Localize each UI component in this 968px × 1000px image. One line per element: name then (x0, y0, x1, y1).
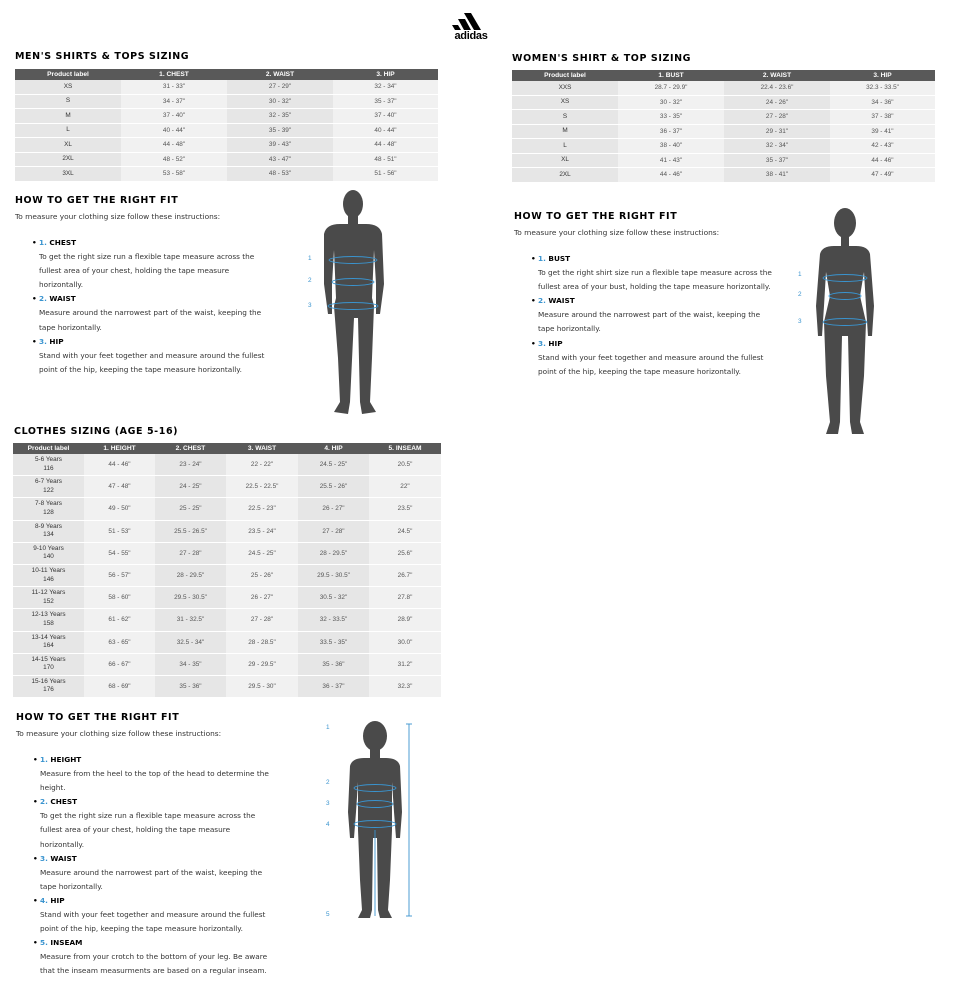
instruction-description: Stand with your feet together and measure around the fullest point of the hip, keeping the tape measure horizontally. (40, 910, 266, 934)
kids-header-cell: 5. INSEAM (369, 443, 441, 454)
instruction-heading (39, 335, 289, 349)
size-label-cell: XS (512, 95, 618, 110)
instruction-number: 2. (40, 797, 48, 807)
instruction-label: INSEAM (50, 938, 83, 948)
instruction-label: HIP (548, 338, 563, 348)
table-row (13, 653, 441, 675)
measurement-cell: 28.7 - 29.9" (618, 81, 724, 95)
size-label-cell: 8-9 Years 134 (13, 520, 84, 542)
size-label-cell: XS (15, 80, 121, 94)
table-row (13, 498, 441, 520)
instruction-number: 3. (40, 853, 48, 863)
size-label-cell: S (15, 94, 121, 109)
bullet-icon: • (33, 797, 38, 807)
kids-header-cell: 2. CHEST (155, 443, 226, 454)
instruction-description: Stand with your feet together and measure around the fullest point of the hip, keeping the tape measure horizontally. (39, 350, 265, 374)
women-header-cell: Product label (512, 70, 618, 81)
measurement-cell: 25 - 26" (226, 564, 298, 586)
measurement-cell: 22" (369, 476, 441, 498)
size-label-cell: 9-10 Years 140 (13, 542, 84, 564)
instruction-label: BUST (548, 254, 571, 263)
bullet-icon: • (32, 336, 37, 346)
table-row (13, 587, 441, 609)
measurement-cell: 30.0" (369, 631, 441, 653)
measurement-cell: 29.5 - 30" (226, 675, 298, 697)
kids-mark-5: 5 (326, 911, 330, 918)
men-mark-2: 2 (308, 277, 312, 284)
measurement-cell: 25 - 25" (155, 498, 226, 520)
instruction-heading (40, 894, 290, 908)
instruction-heading (40, 852, 290, 866)
size-label-cell: S (512, 110, 618, 125)
table-row (15, 123, 438, 138)
measurement-cell: 24.5 - 25" (226, 542, 298, 564)
measurement-cell: 48 - 53" (227, 167, 333, 182)
table-row (512, 153, 935, 168)
kids-sizing-title: CLOTHES SIZING (AGE 5-16) (14, 426, 179, 437)
instruction-number: 2. (538, 296, 546, 306)
men-header-cell: Product label (15, 69, 121, 80)
measurement-cell: 37 - 40" (333, 109, 438, 124)
size-label-cell: XL (15, 138, 121, 153)
instruction-description: To get the right size run a flexible tape measure across the fullest area of your chest, holding the tape measure horizontally. (40, 811, 256, 849)
measurement-cell: 26.7" (369, 564, 441, 586)
measurement-cell: 31 - 32.5" (155, 609, 226, 631)
measurement-cell: 22.5 - 22.5" (226, 476, 298, 498)
bullet-icon: • (531, 296, 536, 306)
instruction-description: Stand with your feet together and measure around the fullest point of the hip, keeping the tape measure horizontally. (538, 352, 764, 376)
measurement-cell: 32 - 34" (724, 139, 830, 154)
measurement-cell: 68 - 69" (84, 675, 155, 697)
measurement-cell: 25.5 - 26.5" (155, 520, 226, 542)
measurement-cell: 43 - 47" (227, 152, 333, 167)
measurement-cell: 48 - 52" (121, 152, 227, 167)
instruction-number: 1. (40, 755, 48, 764)
measurement-cell: 23.5" (369, 498, 441, 520)
instruction-label: HIP (49, 336, 64, 346)
instruction-heading (40, 936, 290, 950)
instruction-label: WAIST (548, 296, 575, 306)
measurement-cell: 27 - 28" (298, 520, 369, 542)
instruction-label: HIP (50, 895, 65, 905)
instruction-heading (39, 292, 289, 306)
instruction-label: WAIST (49, 294, 76, 304)
measurement-cell: 34 - 37" (121, 94, 227, 109)
kids-mark-3: 3 (326, 800, 330, 807)
size-label-cell: L (512, 139, 618, 154)
table-row (13, 609, 441, 631)
table-row (512, 81, 935, 95)
measurement-cell: 25.5 - 26" (298, 476, 369, 498)
size-label-cell: 7-8 Years 128 (13, 498, 84, 520)
size-label-cell: 12-13 Years 158 (13, 609, 84, 631)
kids-mark-2: 2 (326, 779, 330, 786)
men-sizing-title: MEN'S SHIRTS & TOPS SIZING (15, 51, 190, 62)
measurement-cell: 24 - 25" (155, 476, 226, 498)
measurement-cell: 38 - 41" (724, 168, 830, 183)
adidas-stripes-icon (447, 10, 495, 30)
measurement-cell: 44 - 48" (333, 138, 438, 153)
instruction-heading (40, 795, 290, 809)
measurement-cell: 29 - 31" (724, 124, 830, 139)
table-row (512, 168, 935, 183)
measurement-cell: 42 - 43" (830, 139, 935, 154)
bullet-icon: • (33, 755, 38, 764)
men-header-cell: 3. HIP (333, 69, 438, 80)
measurement-cell: 29.5 - 30.5" (298, 564, 369, 586)
instruction-heading (538, 252, 788, 266)
measurement-cell: 30 - 32" (618, 95, 724, 110)
measurement-cell: 28 - 29.5" (155, 564, 226, 586)
table-row (15, 109, 438, 124)
measurement-cell: 22.4 - 23.6" (724, 81, 830, 95)
measurement-cell: 32.3" (369, 675, 441, 697)
table-row (15, 152, 438, 167)
instruction-number: 5. (40, 938, 48, 948)
kids-mark-4: 4 (326, 821, 330, 828)
table-row (512, 124, 935, 139)
table-row (13, 564, 441, 586)
men-size-table (15, 69, 438, 182)
table-row (15, 80, 438, 94)
measurement-cell: 32 - 35" (227, 109, 333, 124)
instruction-heading (538, 337, 788, 351)
measurement-cell: 34 - 36" (830, 95, 935, 110)
instruction-label: HEIGHT (50, 755, 82, 764)
bullet-icon: • (33, 853, 38, 863)
measurement-cell: 32.3 - 33.5" (830, 81, 935, 95)
instruction-heading (538, 294, 788, 308)
kids-fit-title: HOW TO GET THE RIGHT FIT (16, 712, 180, 723)
measurement-cell: 40 - 44" (333, 123, 438, 138)
measurement-cell: 23 - 24" (155, 454, 226, 476)
measurement-cell: 25.6" (369, 542, 441, 564)
instruction-description: To get the right size run a flexible tape measure across the fullest area of your chest, holding the tape measure horizontally. (39, 252, 255, 290)
bullet-icon: • (531, 338, 536, 348)
instruction-item (32, 236, 289, 292)
measurement-cell: 44 - 46" (830, 153, 935, 168)
kids-body-figure (344, 720, 420, 922)
measurement-cell: 30 - 32" (227, 94, 333, 109)
instruction-number: 3. (39, 336, 47, 346)
kids-mark-1: 1 (326, 724, 330, 731)
kids-fit-intro: To measure your clothing size follow these instructions: (16, 729, 222, 738)
measurement-cell: 38 - 40" (618, 139, 724, 154)
measurement-cell: 35 - 37" (333, 94, 438, 109)
size-label-cell: 2XL (512, 168, 618, 183)
table-row (15, 138, 438, 153)
measurement-cell: 28.9" (369, 609, 441, 631)
instruction-number: 4. (40, 895, 48, 905)
women-fit-intro: To measure your clothing size follow these instructions: (514, 228, 720, 237)
measurement-cell: 24.5" (369, 520, 441, 542)
measurement-cell: 44 - 46" (618, 168, 724, 183)
measurement-cell: 27 - 28" (155, 542, 226, 564)
measurement-cell: 41 - 43" (618, 153, 724, 168)
measurement-cell: 26 - 27" (226, 587, 298, 609)
measurement-cell: 22.5 - 23" (226, 498, 298, 520)
instruction-item (33, 936, 290, 978)
women-instructions (531, 252, 788, 379)
table-row (13, 542, 441, 564)
measurement-cell: 32 - 34" (333, 80, 438, 94)
measurement-cell: 37 - 38" (830, 110, 935, 125)
kids-header-cell: 3. WAIST (226, 443, 298, 454)
instruction-item (531, 252, 788, 294)
men-body-figure (310, 188, 400, 420)
bullet-icon: • (33, 895, 38, 905)
men-fit-title: HOW TO GET THE RIGHT FIT (15, 195, 179, 206)
table-row (15, 94, 438, 109)
measurement-cell: 33 - 35" (618, 110, 724, 125)
measurement-cell: 27 - 28" (226, 609, 298, 631)
measurement-cell: 22 - 22" (226, 454, 298, 476)
instruction-description: Measure from the heel to the top of the head to determine the height. (40, 769, 269, 793)
measurement-cell: 23.5 - 24" (226, 520, 298, 542)
measurement-cell: 26 - 27" (298, 498, 369, 520)
measurement-cell: 35 - 36" (298, 653, 369, 675)
instruction-description: Measure around the narrowest part of the waist, keeping the tape horizontally. (40, 867, 263, 891)
measurement-cell: 48 - 51" (333, 152, 438, 167)
instruction-description: To get the right shirt size run a flexible tape measure across the fullest area of your bust, holding the tape measure horizontally. (538, 268, 772, 292)
table-row (15, 167, 438, 182)
instruction-item (32, 292, 289, 334)
size-label-cell: 15-16 Years 176 (13, 675, 84, 697)
measurement-cell: 58 - 60" (84, 587, 155, 609)
women-size-table (512, 70, 935, 183)
men-mark-1: 1 (308, 255, 312, 262)
women-mark-2: 2 (798, 291, 802, 298)
size-label-cell: M (512, 124, 618, 139)
measurement-cell: 39 - 41" (830, 124, 935, 139)
measurement-cell: 28 - 29.5" (298, 542, 369, 564)
size-label-cell: L (15, 123, 121, 138)
measurement-cell: 53 - 58" (121, 167, 227, 182)
size-label-cell: 5-6 Years 116 (13, 454, 84, 476)
table-row (13, 476, 441, 498)
measurement-cell: 49 - 50" (84, 498, 155, 520)
instruction-label: CHEST (50, 797, 78, 807)
kids-header-cell: 1. HEIGHT (84, 443, 155, 454)
measurement-cell: 35 - 39" (227, 123, 333, 138)
instruction-item (33, 795, 290, 851)
instruction-item (531, 337, 788, 379)
size-label-cell: 14-15 Years 170 (13, 653, 84, 675)
measurement-cell: 37 - 40" (121, 109, 227, 124)
table-row (13, 454, 441, 476)
adidas-logo (447, 10, 495, 42)
size-label-cell: 6-7 Years 122 (13, 476, 84, 498)
table-row (13, 520, 441, 542)
measurement-cell: 47 - 48" (84, 476, 155, 498)
men-mark-3: 3 (308, 302, 312, 309)
size-label-cell: 13-14 Years 164 (13, 631, 84, 653)
size-label-cell: XL (512, 153, 618, 168)
measurement-cell: 31.2" (369, 653, 441, 675)
instruction-heading (40, 753, 290, 767)
instruction-number: 1. (538, 254, 546, 263)
measurement-cell: 36 - 37" (618, 124, 724, 139)
table-row (13, 675, 441, 697)
instruction-item (531, 294, 788, 336)
measurement-cell: 29.5 - 30.5" (155, 587, 226, 609)
measurement-cell: 44 - 48" (121, 138, 227, 153)
size-label-cell: 11-12 Years 152 (13, 587, 84, 609)
men-instructions (32, 236, 289, 377)
instruction-description: Measure around the narrowest part of the waist, keeping the tape horizontally. (39, 308, 262, 332)
measurement-cell: 51 - 53" (84, 520, 155, 542)
instruction-number: 3. (538, 338, 546, 348)
instruction-label: WAIST (50, 853, 77, 863)
size-label-cell: M (15, 109, 121, 124)
kids-header-cell: 4. HIP (298, 443, 369, 454)
measurement-cell: 44 - 46" (84, 454, 155, 476)
measurement-cell: 28 - 28.5" (226, 631, 298, 653)
men-header-cell: 2. WAIST (227, 69, 333, 80)
bullet-icon: • (32, 294, 37, 304)
women-body-figure (808, 206, 882, 438)
instruction-label: CHEST (49, 238, 77, 247)
instruction-item (33, 852, 290, 894)
men-header-cell: 1. CHEST (121, 69, 227, 80)
measurement-cell: 30.5 - 32" (298, 587, 369, 609)
women-header-cell: 3. HIP (830, 70, 935, 81)
measurement-cell: 27 - 29" (227, 80, 333, 94)
bullet-icon: • (531, 254, 536, 263)
women-mark-1: 1 (798, 271, 802, 278)
instruction-item (33, 894, 290, 936)
women-mark-3: 3 (798, 318, 802, 325)
women-header-cell: 1. BUST (618, 70, 724, 81)
measurement-cell: 56 - 57" (84, 564, 155, 586)
measurement-cell: 47 - 49" (830, 168, 935, 183)
size-label-cell: XXS (512, 81, 618, 95)
instruction-item (33, 753, 290, 795)
measurement-cell: 33.5 - 35" (298, 631, 369, 653)
women-header-cell: 2. WAIST (724, 70, 830, 81)
measurement-cell: 35 - 37" (724, 153, 830, 168)
women-fit-title: HOW TO GET THE RIGHT FIT (514, 211, 678, 222)
size-label-cell: 10-11 Years 146 (13, 564, 84, 586)
kids-header-cell: Product label (13, 443, 84, 454)
measurement-cell: 66 - 67" (84, 653, 155, 675)
men-fit-intro: To measure your clothing size follow these instructions: (15, 212, 221, 221)
bullet-icon: • (32, 238, 37, 247)
size-label-cell: 3XL (15, 167, 121, 182)
instruction-heading (39, 236, 289, 250)
instruction-description: Measure around the narrowest part of the waist, keeping the tape horizontally. (538, 310, 761, 334)
instruction-description: Measure from your crotch to the bottom of your leg. Be aware that the inseam measurments are based on a regular inseam. (40, 952, 268, 976)
table-row (512, 110, 935, 125)
women-sizing-title: WOMEN'S SHIRT & TOP SIZING (512, 53, 692, 64)
table-row (13, 631, 441, 653)
measurement-cell: 27.8" (369, 587, 441, 609)
measurement-cell: 51 - 56" (333, 167, 438, 182)
table-row (512, 95, 935, 110)
measurement-cell: 61 - 62" (84, 609, 155, 631)
measurement-cell: 40 - 44" (121, 123, 227, 138)
measurement-cell: 20.5" (369, 454, 441, 476)
measurement-cell: 35 - 36" (155, 675, 226, 697)
measurement-cell: 24.5 - 25" (298, 454, 369, 476)
measurement-cell: 36 - 37" (298, 675, 369, 697)
measurement-cell: 32.5 - 34" (155, 631, 226, 653)
measurement-cell: 31 - 33" (121, 80, 227, 94)
kids-size-table (13, 443, 441, 698)
measurement-cell: 39 - 43" (227, 138, 333, 153)
measurement-cell: 54 - 55" (84, 542, 155, 564)
measurement-cell: 34 - 35" (155, 653, 226, 675)
instruction-number: 1. (39, 238, 47, 247)
instruction-item (32, 335, 289, 377)
instruction-number: 2. (39, 294, 47, 304)
kids-instructions (33, 753, 290, 979)
measurement-cell: 27 - 28" (724, 110, 830, 125)
measurement-cell: 63 - 65" (84, 631, 155, 653)
table-row (512, 139, 935, 154)
size-label-cell: 2XL (15, 152, 121, 167)
logo-wordmark: adidas (454, 30, 488, 42)
measurement-cell: 29 - 29.5" (226, 653, 298, 675)
bullet-icon: • (33, 938, 38, 948)
measurement-cell: 32 - 33.5" (298, 609, 369, 631)
measurement-cell: 24 - 26" (724, 95, 830, 110)
